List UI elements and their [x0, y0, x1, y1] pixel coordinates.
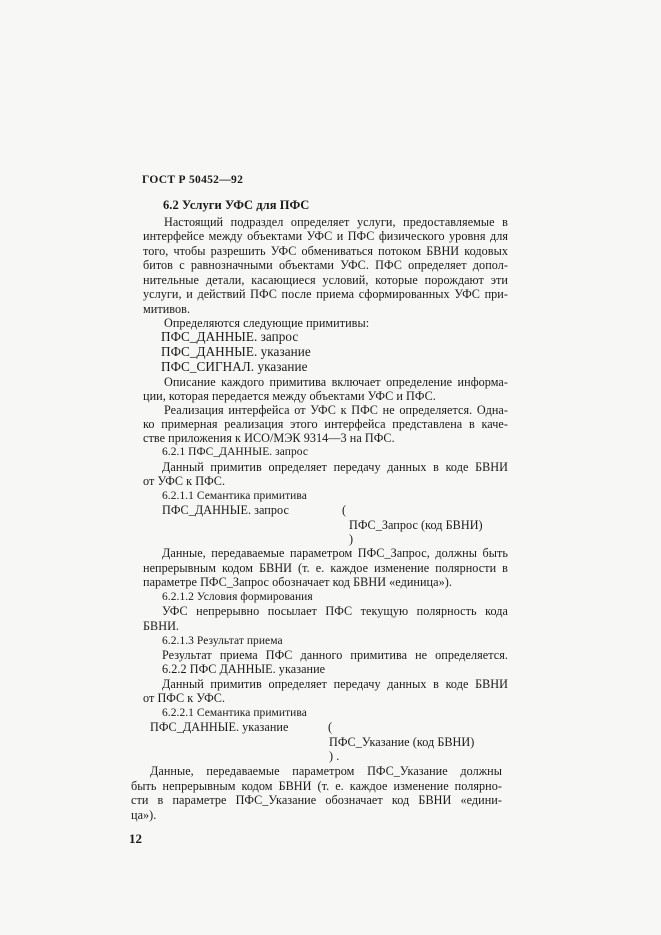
primitive-name: ПФС_ДАННЫЕ. указание [150, 720, 289, 734]
subsection-title: 6.2.1.1 Семантика примитива [162, 490, 307, 502]
paragraph-line: от УФС к ПФС. [143, 474, 226, 488]
section-title: 6.2 Услуги УФС для ПФС [163, 198, 310, 212]
paragraph-line: Настоящий подраздел определяет услуги, предоставляемые в [164, 215, 508, 229]
paragraph-line: митивов. [143, 302, 191, 316]
primitive-name: ПФС_ДАННЫЕ. запрос [162, 503, 289, 517]
close-bracket: ) [349, 532, 354, 546]
subsection-title: 6.2.2.1 Семантика примитива [162, 707, 307, 719]
paragraph-line: Данный примитив определяет передачу данных в коде БВНИ [162, 677, 508, 691]
subsection-title: 6.2.1.2 Условия формирования [162, 591, 313, 603]
paragraph-line: от ПФС к УФС. [143, 691, 226, 705]
paragraph-line: быть непрерывным кодом БВНИ (т. е. каждое изменение полярно- [131, 779, 502, 793]
paragraph-line: УФС непрерывно посылает ПФС текущую полярность кода [162, 604, 508, 618]
paragraph-line: Данные, передаваемые параметром ПФС_Указание должны [150, 764, 502, 778]
paragraph-line: того, чтобы разрешить УФС обмениваться потоком БВНИ кодовых [143, 244, 508, 258]
paragraph-line: БВНИ. [143, 619, 180, 633]
paragraph-line: ко примерная реализация этого интерфейса представлена в каче- [143, 417, 508, 431]
paragraph-line: Описание каждого примитива включает определение информа- [164, 375, 508, 389]
paragraph-line: Реализация интерфейса от УФС к ПФС не определяется. Одна- [164, 403, 508, 417]
paragraph-line: стве приложения к ИСО/МЭК 9314—3 на ПФС. [143, 431, 395, 445]
primitive-item: ПФС_ДАННЫЕ. указание [161, 344, 311, 359]
document-header: ГОСТ Р 50452—92 [142, 174, 244, 186]
page-number: 12 [129, 831, 143, 846]
paragraph-line: услуги, и действий ПФС после приема сформированных УФС при- [143, 287, 508, 301]
paragraph-line: ца»). [131, 808, 157, 822]
subsection-title: 6.2.2 ПФС ДАННЫЕ. указание [162, 662, 326, 676]
paragraph-line: непрерывным кодом БВНИ (т. е. каждое изменение полярности в [143, 561, 508, 575]
paragraph-line: ции, которая передается между объектами УФС и ПФС. [143, 389, 436, 403]
paragraph-line: сти в параметре ПФС_Указание обозначает код БВНИ «едини- [131, 793, 502, 807]
paragraph-line: Определяются следующие примитивы: [164, 316, 370, 330]
subsection-title: 6.2.1 ПФС_ДАННЫЕ. запрос [162, 446, 308, 458]
paragraph-line: Данный примитив определяет передачу данных в коде БВНИ [162, 460, 508, 474]
paragraph-line: интерфейсе между объектами УФС и ПФС физического уровня для [143, 229, 508, 243]
paragraph-line: параметре ПФС_Запрос обозначает код БВНИ «единица»). [143, 575, 452, 589]
close-bracket: ) . [329, 749, 340, 763]
open-bracket: ( [328, 720, 333, 734]
paragraph-line: битов с равнозначными объектами УФС. ПФС определяет допол- [143, 258, 508, 272]
subsection-title: 6.2.1.3 Результат приема [162, 635, 283, 647]
paragraph-line: Данные, передаваемые параметром ПФС_Запрос, должны быть [162, 546, 508, 560]
primitive-item: ПФС_ДАННЫЕ. запрос [161, 329, 299, 344]
paragraph-line: нительные детали, касающиеся условий, которые порождают эти [143, 273, 508, 287]
paragraph-line: Результат приема ПФС данного примитива не определяется. [162, 648, 508, 662]
open-bracket: ( [342, 503, 347, 517]
primitive-parameter: ПФС_Запрос (код БВНИ) [349, 518, 483, 532]
primitive-item: ПФС_СИГНАЛ. указание [161, 359, 308, 374]
primitive-parameter: ПФС_Указание (код БВНИ) [329, 735, 475, 749]
